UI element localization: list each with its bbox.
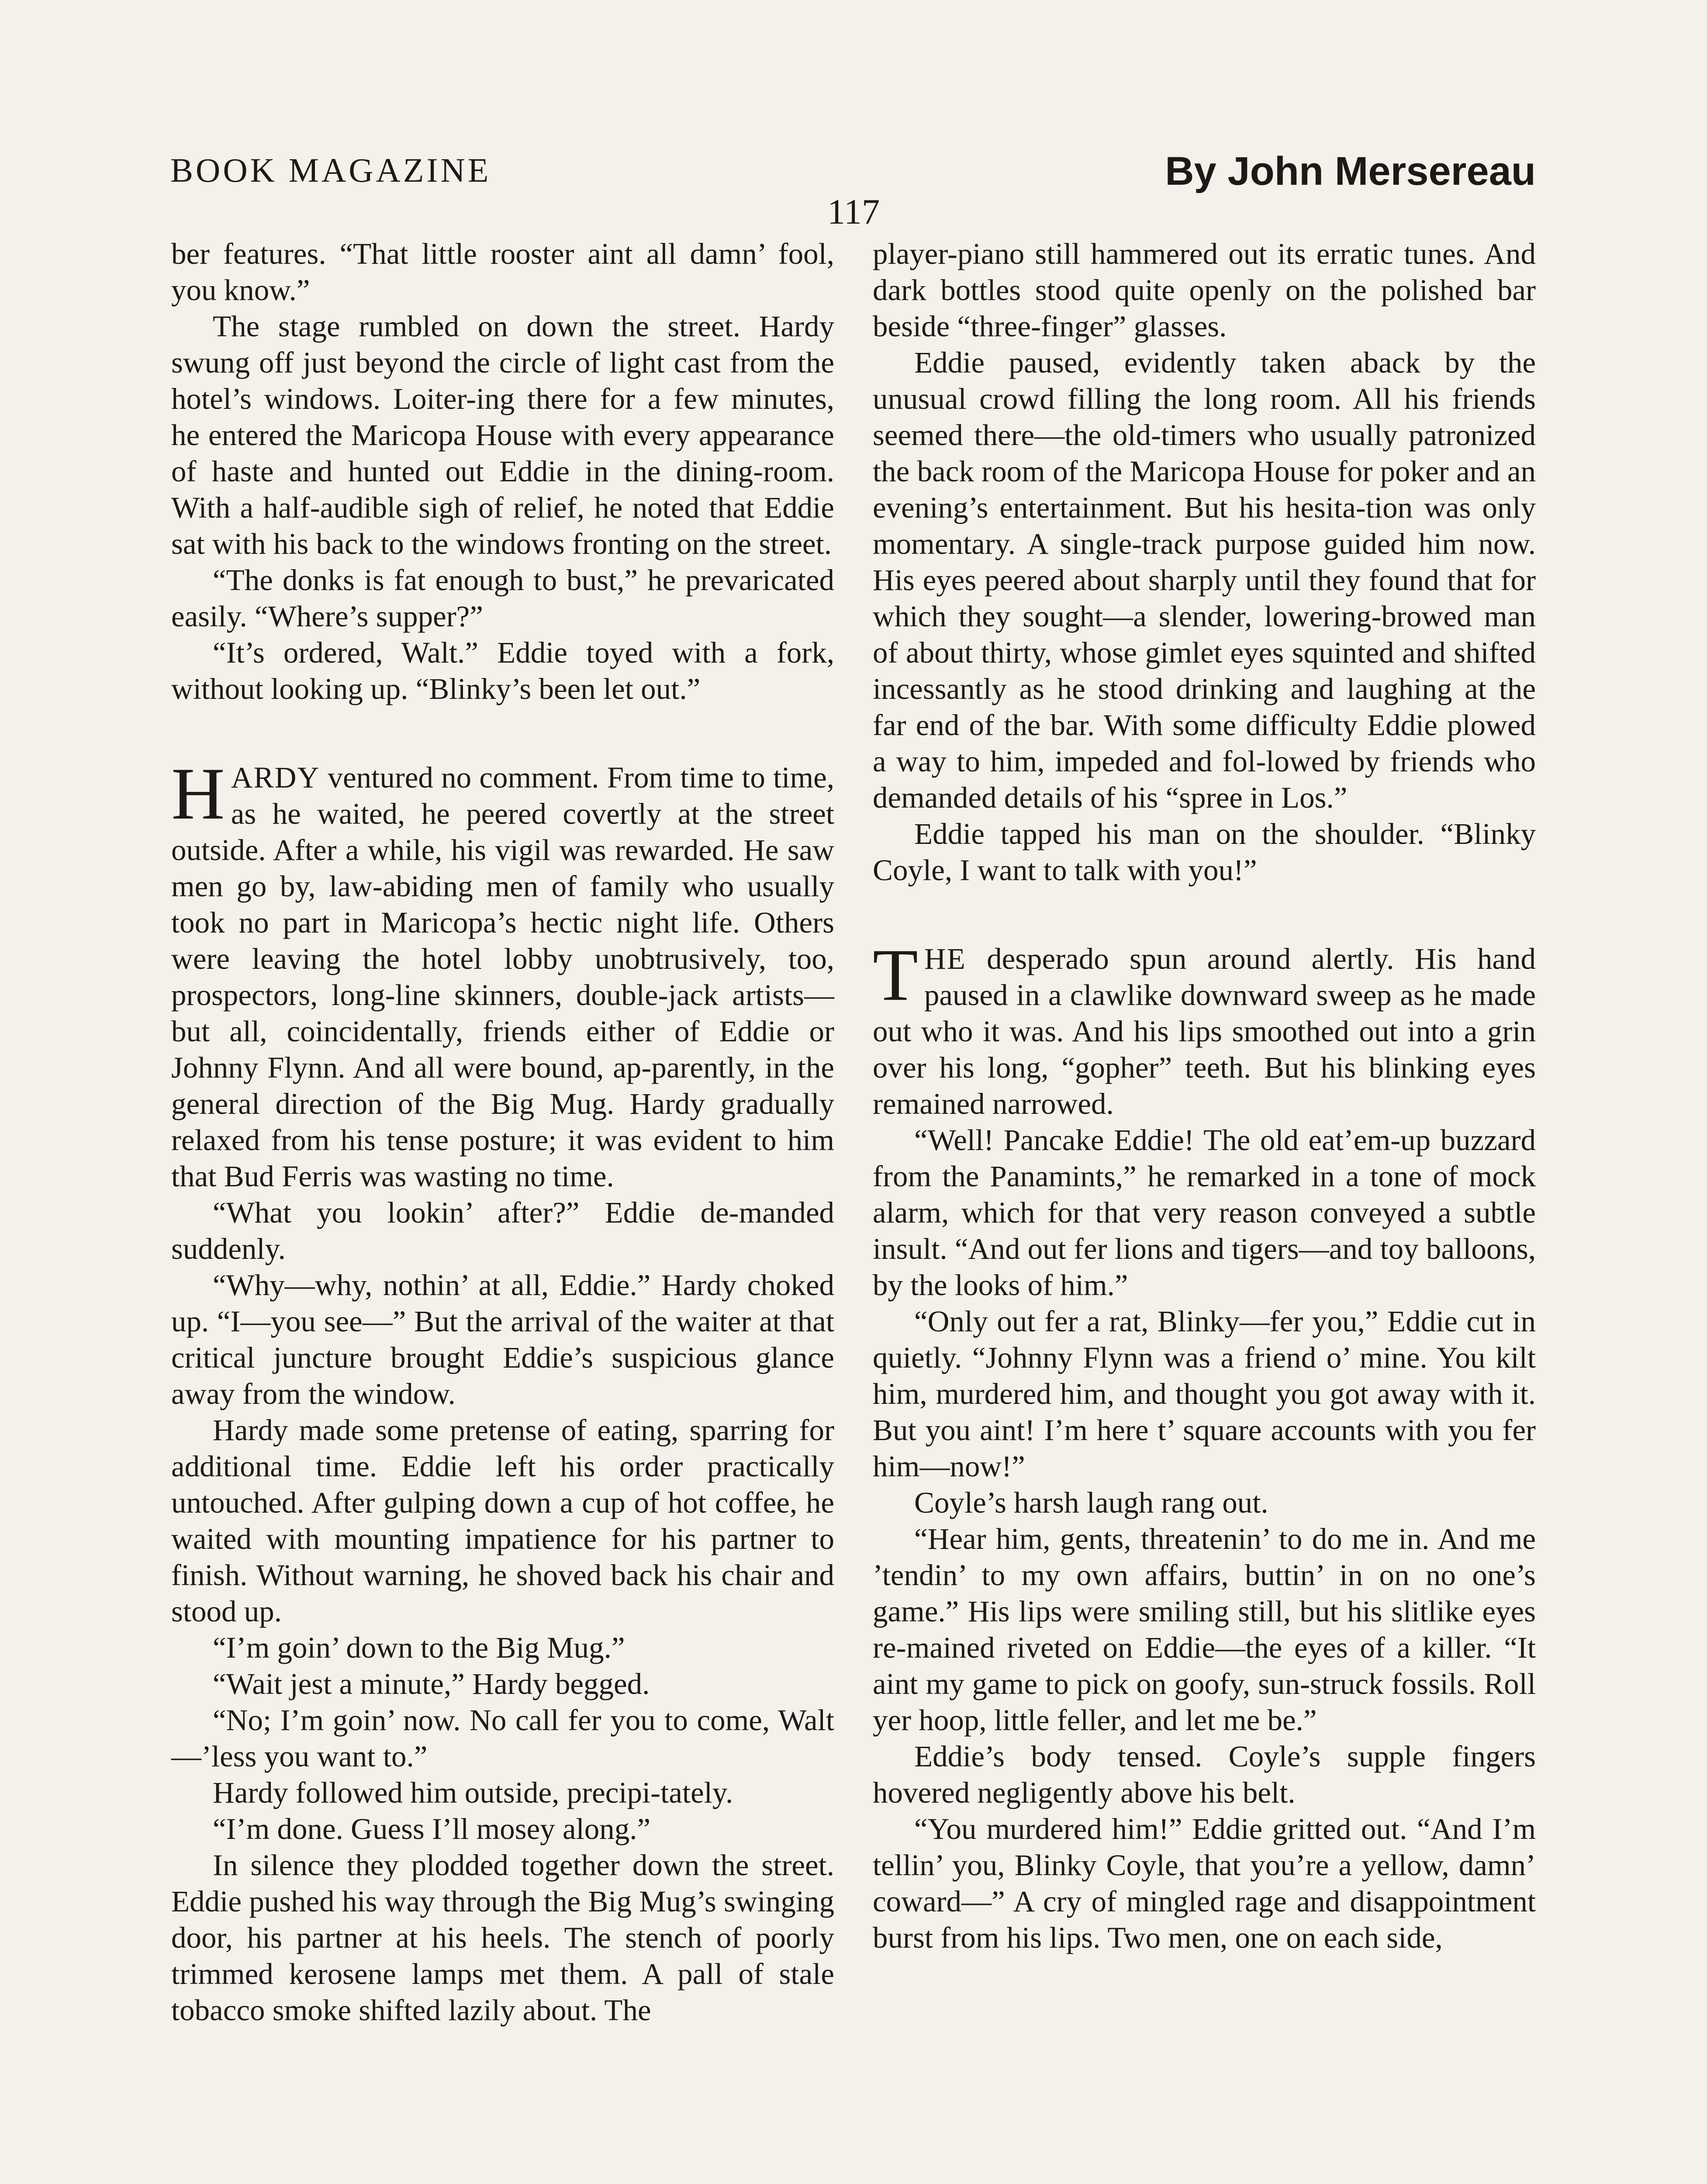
paragraph: “No; I’m goin’ now. No call fer you to come, Walt—’less you want to.”	[171, 1704, 834, 1773]
section-paragraph	[171, 753, 834, 1195]
paragraph: “I’m goin’ down to the Big Mug.”	[213, 1631, 625, 1664]
paragraph: Coyle’s harsh laugh rang out.	[914, 1486, 1268, 1519]
paragraph: “The donks is fat enough to bust,” he prevaricated easily. “Where’s supper?”	[171, 563, 834, 633]
author-byline: By John Mersereau	[1165, 149, 1536, 194]
paragraph: “Hear him, gents, threatenin’ to do me in. And me ’tendin’ to my own affairs, buttin’ in on no one’s game.” His lips were smiling still, but his slitlike eyes re-mained riveted on Eddie—the eyes of a killer. “It aint my game to pick on goofy, sun-struck fossils. Roll yer hoop, little feller, and let me be.”	[873, 1522, 1536, 1737]
section-paragraph	[873, 934, 1536, 1122]
paragraph: The stage rumbled on down the street. Hardy swung off just beyond the circle of light cast from the hotel’s windows. Loiter-ing there for a few minutes, he entered the Maricopa House with every appearance of haste and hunted out Eddie in the dining-room. With a half-audible sigh of relief, he noted that Eddie sat with his back to the windows fronting on the street.	[171, 310, 834, 560]
paragraph: player-piano still hammered out its erratic tunes. And dark bottles stood quite openly on the polished bar beside “three-finger” glasses.	[873, 237, 1536, 343]
paragraph: “Wait jest a minute,” Hardy begged.	[213, 1667, 650, 1700]
paragraph-text: ventured no comment. From time to time, as he waited, he peered covertly at the street outside. After a while, his vigil was rewarded. He saw men go by, law-abiding men of family who usually took no part in Maricopa’s hectic night life. Others were leaving the hotel lobby unobtrusively, too, prospectors, long-line skinners, double-jack artists—but all, coincidentally, friends either of Eddie or Johnny Flynn. And all were bound, ap-parently, in the general direction of the Big Mug. Hardy gradually relaxed from his tense posture; it was evident to him that Bud Ferris was wasting no time.	[171, 761, 834, 1193]
paragraph: “Well! Pancake Eddie! The old eat’em-up buzzard from the Panamints,” he remarked in a tone of mock alarm, which for that very reason conveyed a subtle insult. “And out fer lions and tigers—and toy balloons, by the looks of him.”	[873, 1123, 1536, 1302]
running-head: BOOK MAGAZINE	[170, 151, 491, 189]
paragraph: “Why—why, nothin’ at all, Eddie.” Hardy choked up. “I—you see—” But the arrival of the waiter at that critical juncture brought Eddie’s suspicious glance away from the window.	[171, 1268, 834, 1410]
paragraph: ber features. “That little rooster aint all damn’ fool, you know.”	[171, 237, 834, 307]
paragraph: “Only out fer a rat, Blinky—fer you,” Eddie cut in quietly. “Johnny Flynn was a friend o’ mine. You kilt him, murdered him, and thought you got away with it. But you aint! I’m here t’ square accounts with you fer him—now!”	[873, 1305, 1536, 1483]
paragraph: “What you lookin’ after?” Eddie de-manded suddenly.	[171, 1196, 834, 1265]
drop-cap: H	[171, 753, 225, 835]
paragraph: Eddie tapped his man on the shoulder. “Blinky Coyle, I want to talk with you!”	[873, 817, 1536, 887]
left-column	[171, 236, 834, 2028]
drop-cap: T	[873, 934, 918, 1016]
paragraph-text: desperado spun around alertly. His hand paused in a clawlike downward sweep as he made out who it was. And his lips smoothed out into a grin over his long, “gopher” teeth. But his blinking eyes remained narrowed.	[873, 942, 1536, 1120]
paragraph: Hardy made some pretense of eating, sparring for additional time. Eddie left his order practically untouched. After gulping down a cup of hot coffee, he waited with mounting impatience for his partner to finish. Without warning, he shoved back his chair and stood up.	[171, 1413, 834, 1628]
paragraph: Eddie paused, evidently taken aback by the unusual crowd filling the long room. All his friends seemed there—the old-timers who usually patronized the back room of the Maricopa House for poker and an evening’s entertainment. But his hesita-tion was only momentary. A single-track purpose guided him now. His eyes peered about sharply until they found that for which they sought—a slender, lowering-browed man of about thirty, whose gimlet eyes squinted and shifted incessantly as he stood drinking and laughing at the far end of the bar. With some difficulty Eddie plowed a way to him, impeded and fol-lowed by friends who demanded details of his “spree in Los.”	[873, 346, 1536, 814]
paragraph: Hardy followed him outside, precipi-tately.	[213, 1776, 733, 1809]
lead-in: HE	[924, 942, 966, 975]
lead-in: ARDY	[231, 761, 320, 794]
paragraph: “I’m done. Guess I’ll mosey along.”	[213, 1812, 651, 1845]
paragraph: In silence they plodded together down the street. Eddie pushed his way through the Big Mug’s swinging door, his partner at his heels. The stench of poorly trimmed kerosene lamps met them. A pall of stale tobacco smoke shifted lazily about. The	[171, 1849, 834, 2027]
paragraph: “It’s ordered, Walt.” Eddie toyed with a fork, without looking up. “Blinky’s been let out.”	[171, 636, 834, 705]
page-number: 117	[827, 192, 880, 232]
paragraph: Eddie’s body tensed. Coyle’s supple fingers hovered negligently above his belt.	[873, 1740, 1536, 1809]
paragraph: “You murdered him!” Eddie gritted out. “And I’m tellin’ you, Blinky Coyle, that you’re a yellow, damn’ coward—” A cry of mingled rage and disappointment burst from his lips. Two men, one on each side,	[873, 1812, 1536, 1954]
right-column	[873, 236, 1536, 1956]
